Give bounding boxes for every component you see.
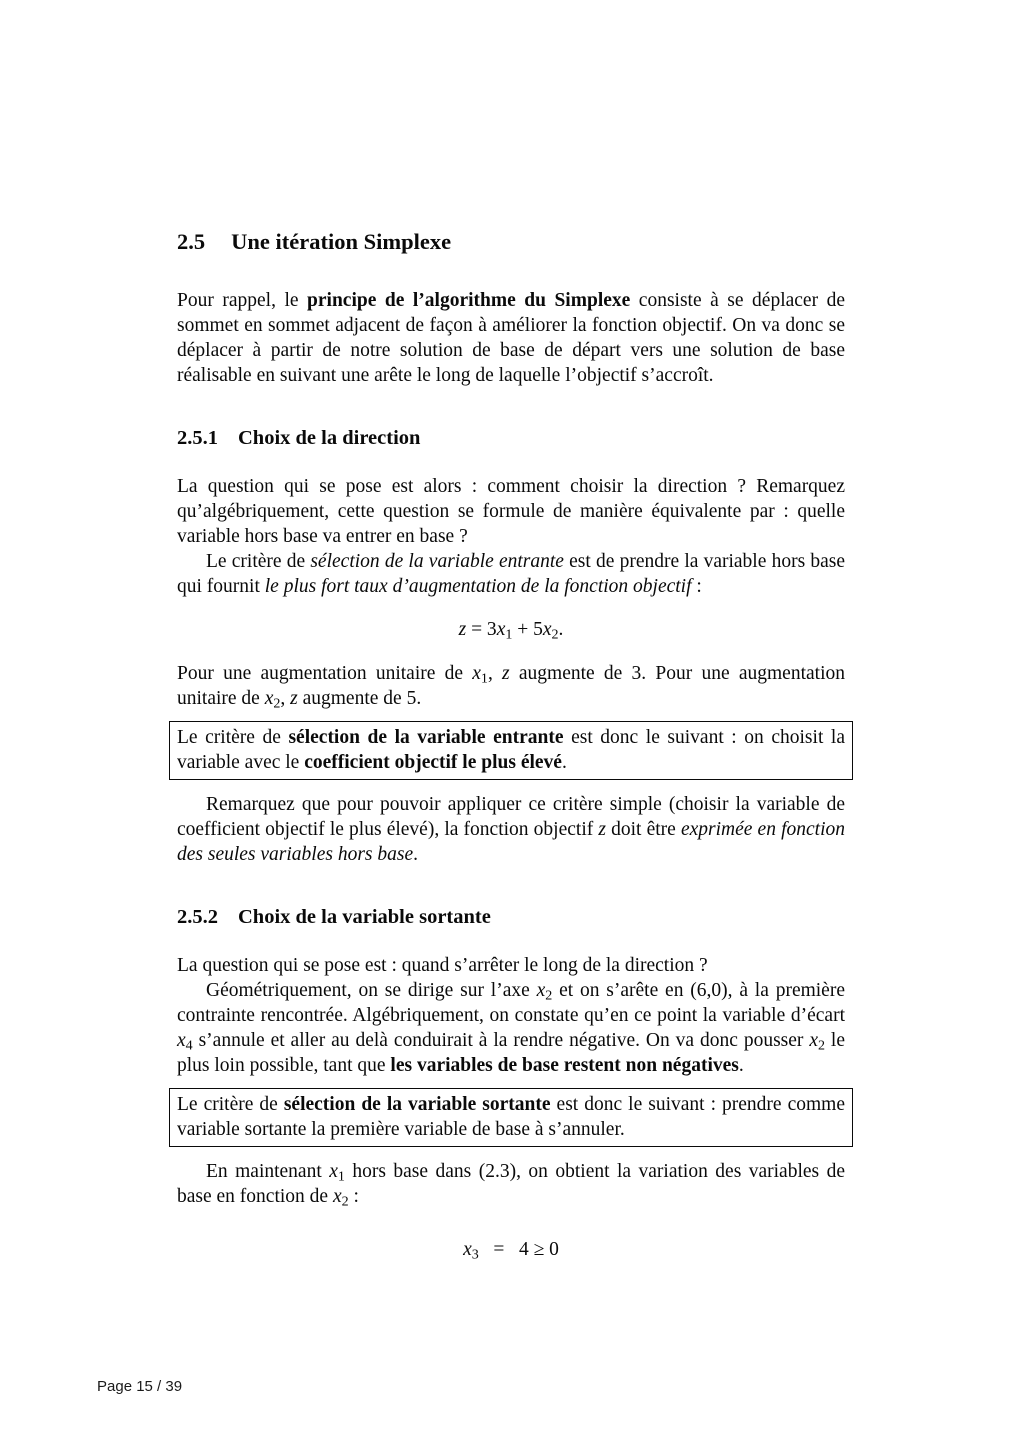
section-title: Choix de la direction (238, 427, 421, 449)
text-run: . (561, 752, 567, 773)
text-run: : (691, 576, 702, 597)
criterion-box (169, 721, 853, 780)
text-run: est donc le suivant : on choisit la variable avec le (177, 727, 845, 773)
text-run: , (280, 688, 291, 709)
paragraph (177, 978, 845, 1078)
section-number: 2.5.2 (177, 906, 218, 928)
text-run: 2 (341, 1193, 349, 1210)
text-run: le plus fort taux d’augmentation de la fonction objectif (264, 576, 692, 597)
text-run: hors base dans (2.3), on obtient la variation des variables de base en fonction de (177, 1161, 845, 1207)
text-run: Géométriquement, on se dirige sur l’axe (206, 980, 537, 1001)
paragraph (177, 474, 845, 549)
text-run: Le critère de (177, 727, 289, 748)
text-run: x (177, 1030, 186, 1051)
section-heading (177, 228, 845, 256)
text-run: Remarquez que pour pouvoir appliquer ce critère simple (choisir la variable de coefficient objectif le plus élevé), la fonction objectif (177, 794, 845, 840)
text-run: augmente de 3. Pour une augmentation unitaire de (177, 663, 845, 709)
text-run: x (332, 1186, 342, 1207)
text-run: le plus loin possible, tant que (177, 1030, 845, 1076)
text-run: sélection de la variable sortante (283, 1094, 551, 1115)
text-run: doit être (605, 819, 681, 840)
text-run: z (458, 619, 467, 640)
section-title: Choix de la variable sortante (238, 906, 491, 928)
math-equation (177, 1235, 845, 1265)
section-heading (177, 905, 845, 930)
text-run: x (542, 619, 552, 640)
text-run: x (264, 688, 274, 709)
text-run: 2 (817, 1037, 825, 1054)
section-number: 2.5.1 (177, 427, 218, 449)
text-run: z (290, 688, 298, 709)
paragraph (177, 288, 845, 388)
text-run: x (463, 1239, 472, 1260)
text-run: 1 (505, 626, 513, 643)
text-run: 2 (273, 695, 281, 712)
math-equation (177, 615, 845, 645)
text-run: . (413, 844, 419, 865)
text-run: x (329, 1161, 338, 1182)
text-run: 1 (480, 670, 488, 687)
text-run: est de prendre la variable hors base qui fournit (177, 551, 845, 597)
text-run: Pour rappel, le (177, 290, 308, 311)
text-run: les variables de base restent non négatives (390, 1055, 739, 1076)
text-run: . (738, 1055, 744, 1076)
text-run: sélection de la variable entrante (310, 551, 564, 572)
text-run: Le critère de (177, 1094, 284, 1115)
section-number: 2.5 (177, 229, 206, 254)
text-run: principe de l’algorithme du Simplexe (307, 290, 631, 311)
text-run: = 3 (466, 619, 497, 640)
text-run: Le critère de (206, 551, 311, 572)
text-run: s’annule et aller au delà conduirait à la rendre négative. On va donc pousser (192, 1030, 810, 1051)
text-run: et on s’arête en (6,0), à la première contrainte rencontrée. Algébriquement, on constate qu’en ce point la variable d’écart (177, 980, 845, 1026)
text-run: 2 (545, 987, 553, 1004)
text-run: La question qui se pose est alors : comment choisir la direction ? Remarquez qu’algébriquement, cette question se formule de manière équivalente par : quelle variable hors base va entrer en base ? (177, 476, 845, 547)
text-run: z (598, 819, 606, 840)
text-run: 4 (185, 1037, 193, 1054)
text-run: La question qui se pose est : quand s’arrêter le long de la direction ? (177, 955, 708, 976)
text-run: x (536, 980, 546, 1001)
text-run: est donc le suivant : prendre comme variable sortante la première variable de base à s’annuler. (177, 1094, 845, 1140)
text-run: x (472, 663, 481, 684)
page-footer: Page 15 / 39 (97, 1378, 183, 1395)
text-run: = 4 ≥ 0 (478, 1239, 559, 1260)
text-run: , (487, 663, 503, 684)
paragraph (177, 953, 845, 978)
paragraph (177, 792, 845, 867)
text-run: 1 (337, 1168, 345, 1185)
criterion-box (169, 1088, 853, 1147)
text-run: x (809, 1030, 818, 1051)
text-run: 2 (551, 626, 559, 643)
text-run: consiste à se déplacer de sommet en sommet adjacent de façon à améliorer la fonction objectif. On va donc se déplacer à partir de notre solution de base de départ vers une solution de base réalisable en suivant une arête le long de laquelle l’objectif s’accroît. (177, 290, 845, 386)
text-run: z (502, 663, 510, 684)
paragraph (177, 549, 845, 599)
section-title: Une itération Simplexe (231, 229, 452, 254)
text-run: coefficient objectif le plus élevé (304, 752, 562, 773)
text-run: augmente de 5. (297, 688, 422, 709)
text-run: x (496, 619, 506, 640)
text-run: 3 (471, 1246, 479, 1263)
text-run: En maintenant (206, 1161, 330, 1182)
text-run: Pour une augmentation unitaire de (177, 663, 473, 684)
text-run: exprimée en fonction des seules variables hors base (177, 819, 846, 865)
paragraph (177, 1159, 845, 1209)
section-heading (177, 426, 845, 451)
text-run: . (558, 619, 564, 640)
document-content (177, 228, 845, 1265)
text-run: + 5 (512, 619, 543, 640)
text-run: : (348, 1186, 359, 1207)
text-run: sélection de la variable entrante (288, 727, 564, 748)
paragraph (177, 661, 845, 711)
